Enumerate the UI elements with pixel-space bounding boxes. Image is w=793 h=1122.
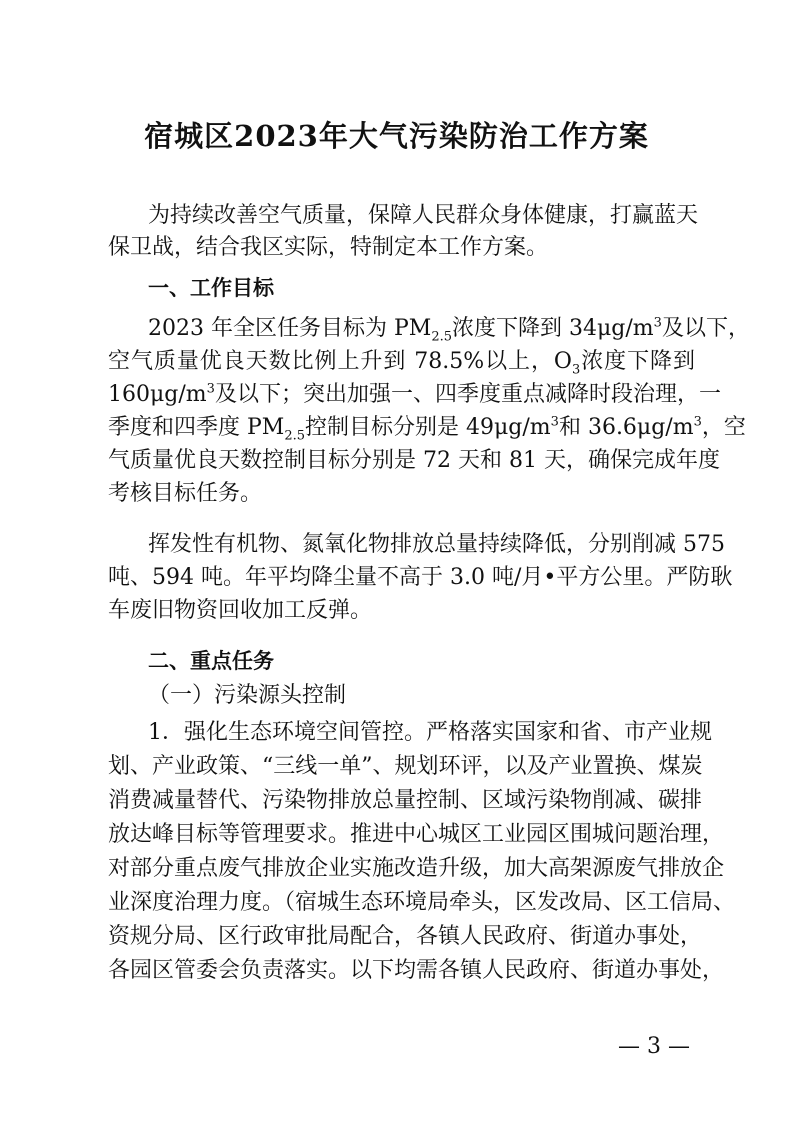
task1-line-8: 各园区管委会负责落实。以下均需各镇人民政府、街道办事处， (108, 958, 725, 983)
goal-line-5: 气质量优良天数控制目标分别是 72 天和 81 天，确保完成年度 (108, 448, 720, 473)
goal-line-6: 考核目标任务。 (108, 481, 263, 506)
goal-line-3: $160\mu g/m^3$及以下；突出加强一、四季度重点减降时段治理，一 (108, 381, 721, 407)
page-number: — 3 — (618, 1034, 690, 1059)
task1-line-4: 放达峰目标等管理要求。推进中心城区工业园区围城问题治理， (108, 822, 725, 847)
emission-line-1: 挥发性有机物、氮氧化物排放总量持续降低，分别削减 575 (148, 532, 725, 557)
intro-line-2: 保卫战，结合我区实际，特制定本工作方案。 (108, 235, 549, 260)
task1-line-5: 对部分重点废气排放企业实施改造升级，加大高架源废气排放企 (108, 856, 725, 881)
goal-line-1: 2023 年全区任务目标为 $PM_{2.5}$浓度下降到 $34\mu g/m^3$及以下， (148, 315, 750, 345)
section-heading-goals: 一、工作目标 (148, 276, 274, 300)
task1-line-1: 1．强化生态环境空间管控。严格落实国家和省、市产业规 (148, 720, 712, 745)
section-heading-tasks: 二、重点任务 (148, 649, 274, 673)
intro-line-1: 为持续改善空气质量，保障人民群众身体健康，打赢蓝天 (148, 203, 699, 228)
goal-line-4: 季度和四季度 $PM_{2.5}$控制目标分别是 $49\mu g/m^3$和 $36.6\mu g/m^3$，空 (108, 414, 746, 444)
document-title: 宿城区2023年大气污染防治工作方案 (144, 119, 649, 153)
emission-line-3: 车废旧物资回收加工反弹。 (108, 598, 373, 623)
subheading-source-control: （一）污染源头控制 (148, 683, 347, 708)
task1-line-7: 资规分局、区行政审批局配合，各镇人民政府、街道办事处， (108, 924, 703, 949)
goal-line-2: 空气质量优良天数比例上升到 78.5%以上，$O_3$浓度下降到 (108, 349, 695, 378)
emission-line-2: 吨、594 吨。年平均降尘量不高于 3.0 吨/月•平方公里。严防耿 (108, 565, 733, 590)
task1-line-3: 消费减量替代、污染物排放总量控制、区域污染物削减、碳排 (108, 788, 703, 813)
task1-line-6: 业深度治理力度。（宿城生态环境局牵头，区发改局、区工信局、 (108, 890, 736, 915)
task1-line-2: 划、产业政策、“三线一单”、规划环评，以及产业置换、煤炭 (108, 754, 703, 779)
